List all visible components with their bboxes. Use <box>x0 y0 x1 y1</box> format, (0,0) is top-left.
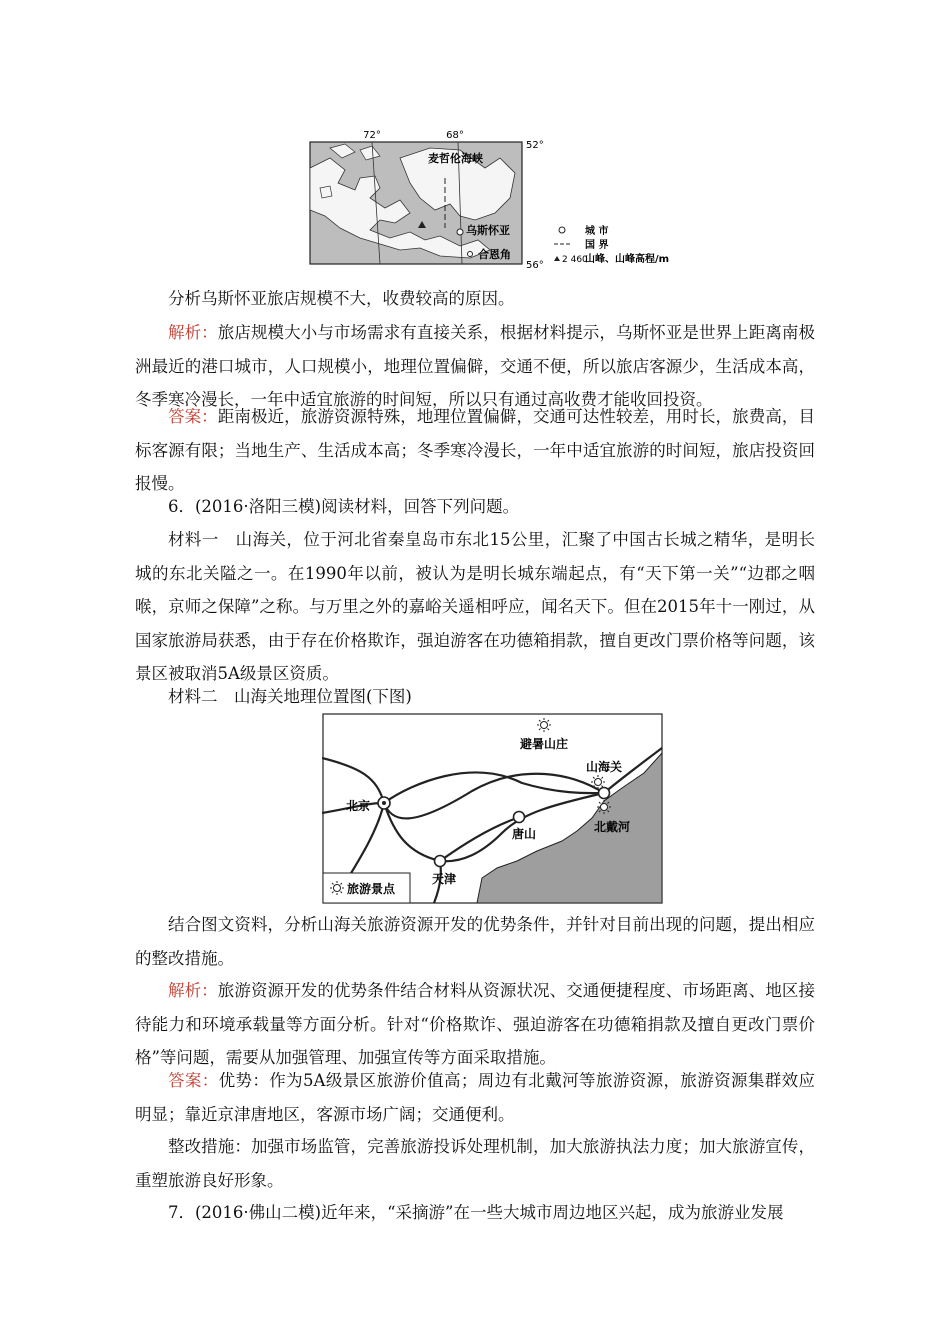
shanhaiguan-label: 山海关 <box>585 760 623 774</box>
q6-material2: 材料二 山海关地理位置图(下图) <box>168 687 412 706</box>
q6-material1: 材料一 山海关，位于河北省秦皇岛市东北15公里，汇聚了中国古长城之精华，是明长城的东北关隘之一。在1990年以前，被认为是明长城东端起点，有“天下第一关”“边郡之咽喉，京师之保障”之称。与万里之外的嘉峪关遥相呼应，闻名天下。但在2015年十一刚过，从国家旅游局获悉，由于存在价格欺诈，强迫游客在功德箱捐款，擅自更改门票价格等问题，该景区被取消5A级景区资质。 <box>135 530 815 683</box>
q5-answer <box>135 400 815 501</box>
cape-horn-icon <box>468 252 473 257</box>
lon-72-label: 72° <box>363 130 381 141</box>
q6-analysis-label: 解析： <box>168 981 218 1000</box>
q5-question: 分析乌斯怀亚旅店规模不大，收费较高的原因。 <box>168 289 515 308</box>
q5-analysis-label: 解析： <box>168 323 218 342</box>
q6-analysis <box>135 974 815 1075</box>
tianjin-icon <box>435 856 446 867</box>
tangshan-label: 唐山 <box>511 827 537 841</box>
shanhaiguan-map <box>322 713 664 905</box>
q6-stem: 6．(2016·洛阳三模)阅读材料，回答下列问题。 <box>168 497 520 516</box>
q7-stem: 7．(2016·佛山二模)近年来，“采摘游”在一些大城市周边地区兴起，成为旅游业发展 <box>168 1203 784 1222</box>
ushuaia-map <box>300 128 680 273</box>
strait-label: 麦哲伦海峡 <box>428 152 483 165</box>
legend-peak-label: 山峰、山峰高程/m <box>585 254 670 265</box>
q6-answer-text: 优势：作为5A级景区旅游价值高；周边有北戴河等旅游资源，旅游资源集群效应明显；靠近京津唐地区，客源市场广阔；交通便利。 <box>135 1071 816 1124</box>
bishu-label: 避暑山庄 <box>519 737 569 751</box>
legend-border-label: 国 界 <box>585 240 609 251</box>
cape-horn-label: 合恩角 <box>478 248 511 261</box>
q6-answer <box>135 1064 815 1131</box>
legend-city-icon <box>559 227 565 233</box>
q6-answer-label: 答案： <box>168 1071 219 1090</box>
tangshan-icon <box>514 812 525 823</box>
lon-68-label: 68° <box>446 130 464 141</box>
beidaihe-label: 北戴河 <box>593 820 631 834</box>
q6-question: 结合图文资料，分析山海关旅游资源开发的优势条件，并针对目前出现的问题，提出相应的整改措施。 <box>135 915 815 968</box>
ushuaia-label: 乌斯怀亚 <box>466 224 510 237</box>
legend-peak-icon <box>554 256 560 261</box>
q6-analysis-text: 旅游资源开发的优势条件结合材料从资源状况、交通便捷程度、市场距离、地区接待能力和环境承载量等方面分析。针对“价格欺诈、强迫游客在功德箱捐款及擅自更改门票价格”等问题，需要从加强管理、加强宣传等方面采取措施。 <box>135 981 816 1067</box>
qinhuangdao-icon <box>599 788 610 799</box>
tianjin-label: 天津 <box>431 872 457 886</box>
q5-analysis-text: 旅店规模大小与市场需求有直接关系，根据材料提示，乌斯怀亚是世界上距离南极洲最近的港口城市，人口规模小，地理位置偏僻，交通不便，所以旅店客源少，生活成本高，冬季寒冷漫长，一年中适宜旅游的时间短，所以只有通过高收费才能收回投资。 <box>135 323 816 409</box>
q5-answer-label: 答案： <box>168 407 218 426</box>
q6-measures: 整改措施：加强市场监管，完善旅游投诉处理机制，加大旅游执法力度；加大旅游宣传，重塑旅游良好形象。 <box>135 1137 815 1190</box>
legend-scenic-label: 旅游景点 <box>347 882 396 896</box>
q5-answer-text: 距南极近，旅游资源特殊，地理位置偏僻，交通可达性较差，用时长，旅费高，目标客源有限；当地生产、生活成本高；冬季寒冷漫长，一年中适宜旅游的时间短，旅店投资回报慢。 <box>135 407 816 493</box>
beijing-label: 北京 <box>345 799 371 813</box>
lat-52-label: 52° <box>526 140 544 151</box>
legend-city-label: 城 市 <box>585 226 609 237</box>
ushuaia-city-icon <box>457 229 463 235</box>
legend-peak-value: 2 460 <box>562 255 588 265</box>
lat-56-label: 56° <box>526 260 544 271</box>
